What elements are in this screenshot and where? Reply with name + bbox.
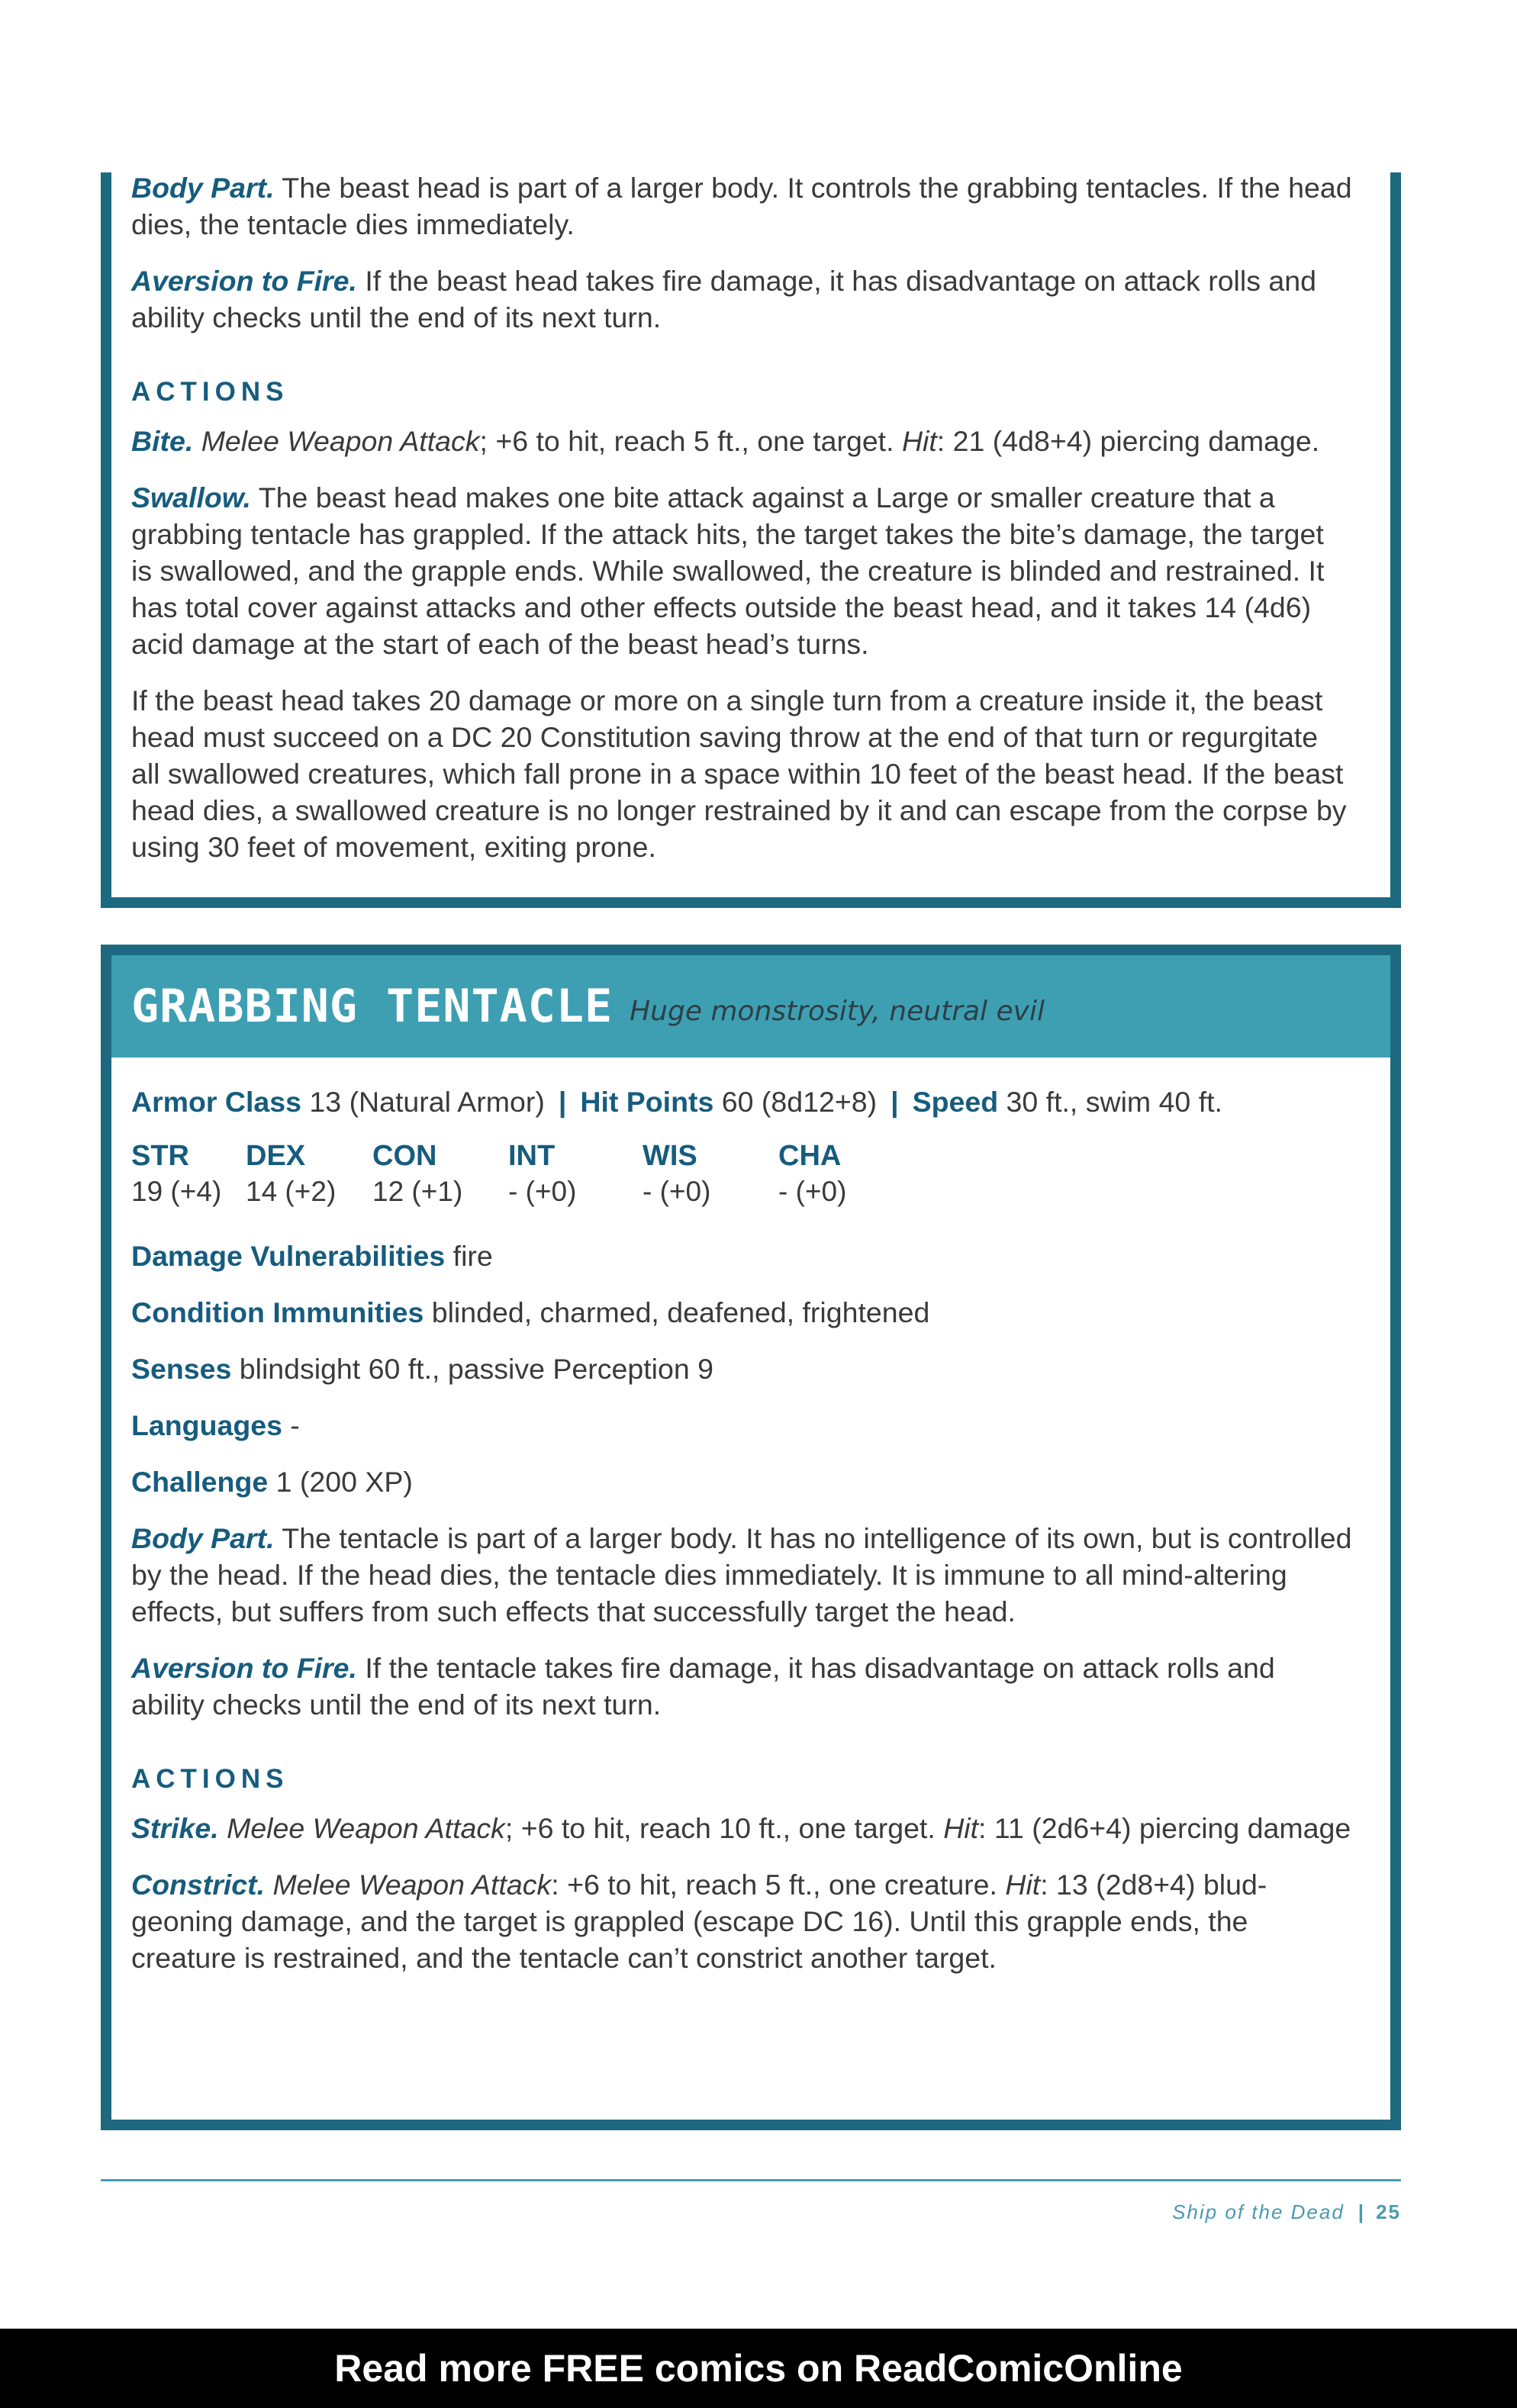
core-stats-line bbox=[131, 1083, 1352, 1120]
hit-label: Hit bbox=[901, 425, 937, 457]
hit-label: Hit bbox=[943, 1812, 979, 1844]
ability-value-dex: 14 (+2) bbox=[246, 1176, 337, 1207]
stat-label: Challenge bbox=[131, 1466, 269, 1498]
challenge bbox=[131, 1463, 1352, 1500]
ability-value-str: 19 (+4) bbox=[131, 1176, 222, 1207]
trait-body-part bbox=[131, 1520, 1352, 1630]
trait-term: Aversion to Fire. bbox=[131, 1652, 357, 1684]
page-number: 25 bbox=[1376, 2200, 1401, 2223]
speed-value: 30 ft., swim 40 ft. bbox=[998, 1086, 1222, 1118]
stat-label: Damage Vulnerabilities bbox=[131, 1240, 446, 1272]
grabbing-tentacle-statblock bbox=[101, 945, 1401, 2130]
ability-scores bbox=[131, 1138, 1352, 1210]
footer-rule bbox=[101, 2179, 1401, 2181]
trait-body-part bbox=[131, 169, 1352, 243]
trait-text: If the tentacle takes fire damage, it has disadvantage on attack rolls and ability checks until the end of its next turn. bbox=[131, 1652, 1275, 1721]
stat-label: Senses bbox=[131, 1353, 232, 1385]
stat-label: Languages bbox=[131, 1409, 282, 1441]
ability-name-wis: WIS bbox=[643, 1140, 697, 1172]
senses bbox=[131, 1350, 1352, 1387]
stat-value: blindsight 60 ft., passive Perception 9 bbox=[231, 1353, 713, 1385]
action-term: Constrict. bbox=[131, 1869, 266, 1901]
action-text: The beast head makes one bite attack against a Large or smaller creature that a grabbing tentacle has grappled. If the attack hits, the target takes the bite’s damage, the target is swallowed, and the grapple ends. While swallowed, the creature is blinded and restrained. It has total cover against attacks and other effects outside the beast head, and it takes 14 (4d6) acid damage at the start of each of the beast head’s turns. bbox=[131, 481, 1325, 660]
trait-text: The tentacle is part of a larger body. It has no intelligence of its own, but is controlled by the head. If the head dies, the tentacle dies immediately. It is immune to all mind-altering effects, but suffers from such effects that successfully target the head. bbox=[131, 1522, 1352, 1627]
book-title: Ship of the Dead bbox=[1172, 2200, 1345, 2223]
ability-name-con: CON bbox=[372, 1140, 437, 1172]
attack-type: Melee Weapon Attack bbox=[227, 1812, 505, 1844]
stat-value: blinded, charmed, deafened, frightened bbox=[424, 1296, 930, 1328]
trait-aversion-to-fire bbox=[131, 262, 1352, 336]
action-term: Bite. bbox=[131, 425, 194, 457]
action-text: : +6 to hit, reach 5 ft., one creature. bbox=[551, 1869, 1006, 1901]
trait-aversion-to-fire bbox=[131, 1650, 1352, 1723]
actions-heading: ACTIONS bbox=[131, 1764, 289, 1794]
attack-type: Melee Weapon Attack bbox=[272, 1869, 552, 1901]
trait-term: Body Part. bbox=[131, 1522, 275, 1554]
grabbing-tentacle-content bbox=[111, 1062, 1390, 1976]
stat-value: 1 (200 XP) bbox=[268, 1466, 413, 1498]
ability-name-str: STR bbox=[131, 1140, 189, 1172]
action-text: : 11 (2d6+4) piercing damage bbox=[978, 1812, 1351, 1844]
hit-label: Hit bbox=[1005, 1869, 1041, 1901]
condition-immunities bbox=[131, 1294, 1352, 1331]
beast-head-statblock bbox=[101, 172, 1401, 908]
attack-type: Melee Weapon Attack bbox=[201, 425, 480, 457]
title-bar bbox=[111, 955, 1390, 1062]
stat-value: - bbox=[282, 1409, 300, 1441]
armor-class-value: 13 (Natural Armor) bbox=[301, 1086, 545, 1118]
hit-points-value: 60 (8d12+8) bbox=[713, 1086, 878, 1118]
footer-divider: | bbox=[1358, 2200, 1366, 2223]
action-swallow-continued: If the beast head takes 20 damage or more on a single turn from a creature inside it, the beast head must succeed on a DC 20 Constitution saving throw at the end of that turn or regurgitate all swallowed creatures, which fall prone in a space within 10 feet of the beast head. If the beast head dies, a swallowed creature is no longer restrained by it and can escape from the corpse by using 30 feet of movement, exiting prone. bbox=[131, 684, 1347, 863]
speed-label: Speed bbox=[912, 1086, 999, 1118]
actions-heading: ACTIONS bbox=[131, 377, 289, 407]
action-constrict bbox=[131, 1866, 1352, 1976]
ability-value-cha: - (+0) bbox=[778, 1176, 847, 1207]
promo-banner-text[interactable]: Read more FREE comics on ReadComicOnline bbox=[334, 2347, 1183, 2390]
action-term: Swallow. bbox=[131, 481, 251, 513]
trait-term: Aversion to Fire. bbox=[131, 265, 357, 297]
stat-value: fire bbox=[445, 1240, 493, 1272]
action-text: : 13 (2d8+4) blud-geoning damage, and the target is grappled (escape DC 16). Until this grapple ends, the creature is restrained, and the tentacle can’t constrict another target. bbox=[131, 1869, 1267, 1974]
ability-value-int: - (+0) bbox=[508, 1176, 577, 1207]
hit-points-label: Hit Points bbox=[580, 1086, 714, 1118]
action-text: : 21 (4d8+4) piercing damage. bbox=[936, 425, 1320, 457]
ability-name-int: INT bbox=[508, 1140, 556, 1172]
ability-value-con: 12 (+1) bbox=[372, 1176, 463, 1207]
trait-text: If the beast head takes fire damage, it has disadvantage on attack rolls and ability checks until the end of its next turn. bbox=[131, 265, 1316, 333]
languages bbox=[131, 1407, 1352, 1444]
ability-value-wis: - (+0) bbox=[643, 1176, 711, 1207]
beast-head-content bbox=[111, 169, 1390, 865]
trait-text: The beast head is part of a larger body. It controls the grabbing tentacles. If the head dies, the tentacle dies immediately. bbox=[131, 172, 1352, 240]
action-term: Strike. bbox=[131, 1812, 219, 1844]
ability-name-cha: CHA bbox=[778, 1140, 842, 1172]
action-text: ; +6 to hit, reach 10 ft., one target. bbox=[504, 1812, 944, 1844]
trait-term: Body Part. bbox=[131, 172, 275, 204]
damage-vulnerabilities bbox=[131, 1238, 1352, 1274]
action-bite bbox=[131, 423, 1352, 459]
page-footer bbox=[1172, 2200, 1401, 2224]
separator: | bbox=[891, 1086, 899, 1118]
armor-class-label: Armor Class bbox=[131, 1086, 302, 1118]
action-swallow bbox=[131, 479, 1352, 662]
action-strike bbox=[131, 1810, 1352, 1846]
stat-label: Condition Immunities bbox=[131, 1296, 424, 1328]
action-text: ; +6 to hit, reach 5 ft., one target. bbox=[479, 425, 902, 457]
separator: | bbox=[558, 1086, 567, 1118]
creature-type: Huge monstrosity, neutral evil bbox=[630, 995, 1045, 1027]
creature-name: GRABBING TENTACLE bbox=[131, 980, 614, 1033]
ability-name-dex: DEX bbox=[246, 1140, 306, 1172]
promo-banner[interactable] bbox=[0, 2329, 1517, 2408]
